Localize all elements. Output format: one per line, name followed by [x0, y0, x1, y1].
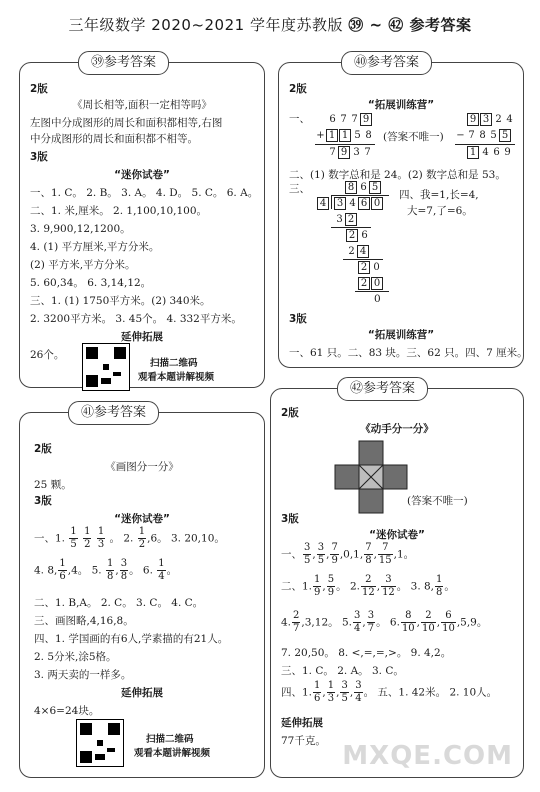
- p39-line-4: 4. (1) 平方厘米,平方分米。: [30, 241, 160, 253]
- fraction: $\frac{3}{4}$: [355, 680, 362, 704]
- subtraction-rule: [455, 144, 515, 145]
- fraction: $\frac{3}{8}$: [120, 558, 128, 582]
- watermark: MXQE.COM: [342, 741, 513, 771]
- fraction: $\frac{1}{2}$: [84, 526, 91, 550]
- answer-box: 2: [345, 213, 357, 226]
- fraction: $\frac{3}{4}$: [353, 610, 361, 634]
- answer-box: 3: [480, 113, 492, 126]
- answer-box: 8: [345, 181, 357, 194]
- p39-line-6: 5. 60,34。 6. 3,14,12。: [30, 277, 152, 289]
- fraction: $\frac{3}{7}$: [367, 610, 375, 634]
- p39-edition-3: 3版: [30, 151, 48, 163]
- page-title: [0, 14, 540, 35]
- p39-line-7: 三、1. (1) 1750平方米。(2) 340米。: [30, 295, 211, 307]
- p39-line-8: 2. 3200平方米。 3. 45个。 4. 332平方米。: [30, 313, 242, 325]
- p40-note: (答案不唯一): [383, 131, 444, 143]
- p41-heading-1: 《画图分一分》: [105, 461, 179, 473]
- p40-heading-2: “拓展训练营”: [367, 329, 435, 341]
- subtraction-row-1: 9 3 2 4: [467, 113, 515, 126]
- p41-line-8: 4×6=24块。: [34, 705, 100, 717]
- addition-row-3: 7 9 3 7: [329, 147, 371, 158]
- p41-row-1: 一、1. $\frac{1}{5}$ $\frac{1}{2}$ $\frac{1}{3}$ 。 2. $\frac{1}{2}$ ,6。 3. 20,10。: [34, 526, 225, 550]
- fraction: $\frac{2}{12}$: [361, 574, 375, 598]
- addition-row-1: 6 7 7 9: [327, 113, 373, 126]
- p42-row-6: 四、1. $\frac{1}{6}$ , $\frac{1}{3}$ , $\frac{3}{5}$ , $\frac{3}{4}$ 。 五、1. 42米。 2. 10人。: [281, 680, 498, 704]
- fraction: $\frac{1}{4}$: [158, 558, 165, 582]
- fraction: $\frac{7}{9}$: [331, 542, 338, 566]
- division-quotient: 8 6 5: [345, 181, 382, 194]
- panel-39-badge: ㊴参考答案: [78, 51, 169, 75]
- p41-line-0: 25 颗。: [34, 479, 72, 491]
- p39-heading-2: “迷你试卷”: [114, 169, 170, 181]
- division-step-2: 2 6: [346, 229, 370, 242]
- p41-line-3: 二、1. B,A。 2. C。 3. C。 4. C。: [34, 597, 204, 609]
- answer-box: 4: [317, 197, 329, 210]
- panel-41-badge: ㊶参考答案: [68, 401, 159, 425]
- p42-heading-2: “迷你试卷”: [369, 529, 425, 541]
- answer-box: 1: [326, 129, 338, 142]
- fraction: $\frac{6}{10}$: [442, 610, 455, 634]
- answer-box: 4: [357, 245, 369, 258]
- subtraction-row-2: − 7 8 5 5: [455, 129, 512, 142]
- answer-box: 9: [338, 146, 350, 159]
- p40-four-2: 大=7,了=6。: [407, 205, 473, 217]
- addition-rule: [315, 144, 375, 145]
- fraction: $\frac{3}{5}$: [304, 542, 311, 566]
- p41-qr-caption-2: 观看本题讲解视频: [134, 748, 211, 759]
- fraction: $\frac{3}{5}$: [341, 680, 348, 704]
- p41-line-5: 四、1. 学国画的有6人,学素描的有21人。: [34, 633, 229, 645]
- answer-box: 0: [371, 277, 383, 290]
- division-step-1: 3 2: [334, 213, 358, 226]
- p42-heading-3: 延伸拓展: [281, 717, 323, 729]
- qr-code-icon[interactable]: [82, 343, 130, 391]
- answer-box: 2: [358, 261, 370, 274]
- division-step-4: 2 0: [358, 261, 382, 274]
- p42-row-3: 4. $\frac{2}{7}$ ,3,12。 5. $\frac{3}{4}$ , $\frac{3}{7}$ 。 6. $\frac{8}{10}$ , $\frac{2}{10}$ , $\frac{6}{10}$ ,5,9。: [281, 610, 488, 634]
- p42-row-1: 一、 $\frac{3}{5}$ , $\frac{3}{5}$ , $\frac{7}{9}$ ,0,1, $\frac{7}{8}$ , $\frac{7}{15}$ ,1。: [281, 542, 415, 566]
- fraction: $\frac{3}{5}$: [317, 542, 325, 566]
- panel-41: [19, 405, 265, 778]
- fraction: $\frac{1}{3}$: [97, 526, 105, 550]
- p40-edition-2: 2版: [289, 83, 307, 95]
- division-step-5: [358, 277, 384, 290]
- fraction: $\frac{2}{7}$: [293, 610, 300, 634]
- panel-40-badge: ㊵参考答案: [341, 51, 432, 75]
- p40-line-1: 一、61 只。二、83 块。三、62 只。四、7 厘米。: [289, 347, 528, 359]
- fraction: $\frac{7}{15}$: [378, 542, 392, 566]
- p40-one-label: 一、: [289, 113, 310, 125]
- p39-text-1: 左图中分成图形的周长和面积都相等,右图: [30, 117, 223, 129]
- fraction: $\frac{3}{12}$: [382, 574, 395, 598]
- p39-heading-1: 《周长相等,面积一定相等吗》: [72, 99, 212, 111]
- p41-edition-3: 3版: [34, 495, 52, 507]
- p40-edition-3: 3版: [289, 313, 307, 325]
- p41-line-4: 三、画图略,4,16,8。: [34, 615, 134, 627]
- p39-heading-3: 延伸拓展: [121, 331, 163, 343]
- p40-heading-1: “拓展训练营”: [367, 99, 435, 111]
- answer-box: 3: [334, 197, 346, 210]
- fraction: $\frac{2}{10}$: [422, 610, 435, 634]
- p39-qr-caption-1: 扫描二维码: [150, 358, 198, 369]
- addition-row-2: + 1 1 5 8: [316, 130, 372, 141]
- fraction: $\frac{1}{2}$: [138, 526, 146, 550]
- p42-note: (答案不唯一): [407, 495, 468, 507]
- p41-line-6: 2. 5分米,涂5格。: [34, 651, 117, 663]
- p40-four-1: 四、我=1,长=4,: [399, 189, 479, 201]
- answer-box: 5: [499, 129, 511, 142]
- fraction: $\frac{8}{10}$: [401, 610, 415, 634]
- subtraction-row-3: 1 4 6 9: [467, 146, 513, 159]
- fraction: $\frac{7}{8}$: [365, 542, 372, 566]
- p39-edition-2: 2版: [30, 83, 48, 95]
- division-step-3: 2 4: [346, 245, 370, 258]
- p42-line-7: 77千克。: [281, 735, 326, 747]
- p41-heading-3: 延伸拓展: [121, 687, 163, 699]
- p39-line-3: 3. 9,900,12,1200。: [30, 223, 131, 235]
- division-bar: [331, 195, 389, 196]
- p40-two: 二、(1) 数字总和是 24。(2) 数字总和是 53。: [289, 169, 506, 181]
- p41-line-7: 3. 两天卖的一样多。: [34, 669, 132, 681]
- fraction: $\frac{1}{9}$: [314, 574, 321, 598]
- panel-40: [278, 55, 528, 368]
- p42-line-4: 7. 20,50。 8. <,=,=,>。 9. 4,2。: [281, 647, 452, 659]
- division-divisor: [317, 197, 330, 210]
- p41-heading-2: “迷你试卷”: [114, 513, 170, 525]
- answer-box: 9: [360, 113, 372, 126]
- qr-code-icon[interactable]: [76, 719, 124, 767]
- answer-box: 2: [346, 229, 358, 242]
- fraction: $\frac{1}{5}$: [70, 526, 77, 550]
- p42-heading-1: 《动手分一分》: [360, 423, 434, 435]
- p42-row-2: 二、1. $\frac{1}{9}$ , $\frac{5}{9}$ 。 2. $\frac{2}{12}$ , $\frac{3}{12}$ 。 3. 8, $\frac{1}{8}$ 。: [281, 574, 455, 598]
- p39-line-5: (2) 平方米,平方分米。: [30, 259, 136, 271]
- fraction: $\frac{1}{3}$: [327, 680, 335, 704]
- division-remainder: 0: [374, 293, 381, 305]
- p39-qr-caption-2: 观看本题讲解视频: [138, 372, 215, 383]
- p42-edition-2: 2版: [281, 407, 299, 419]
- page-title-range: ㊴ ~ ㊷ 参考答案: [348, 16, 472, 34]
- answer-box: 5: [369, 181, 381, 194]
- fraction: $\frac{1}{8}$: [436, 574, 443, 598]
- answer-box: 6: [358, 197, 370, 210]
- division-bracket: [331, 195, 332, 209]
- fraction: $\frac{1}{8}$: [106, 558, 114, 582]
- page-title-main: 三年级数学 2020~2021 学年度苏教版: [68, 16, 343, 34]
- panel-42-badge: ㊷参考答案: [337, 377, 428, 401]
- p42-edition-3: 3版: [281, 513, 299, 525]
- panel-39: [19, 55, 265, 388]
- p39-line-2: 二、1. 米,厘米。 2. 1,100,10,100。: [30, 205, 208, 217]
- answer-box: 0: [371, 197, 383, 210]
- answer-box: 9: [467, 113, 479, 126]
- cross-net-figure: [333, 439, 409, 515]
- p41-row-2: 4. 8, $\frac{1}{6}$ ,4。 5. $\frac{1}{8}$ , $\frac{3}{8}$ 。 6. $\frac{1}{4}$ 。: [34, 558, 178, 582]
- p39-text-2: 中分成图形的周长和面积都不相等。: [30, 133, 198, 145]
- p39-line-1: 一、1. C。 2. B。 3. A。 4. D。 5. C。 6. A。: [30, 187, 259, 199]
- p41-edition-2: 2版: [34, 443, 52, 455]
- fraction: $\frac{1}{6}$: [314, 680, 321, 704]
- answer-box: 2: [358, 277, 370, 290]
- p41-qr-caption-1: 扫描二维码: [146, 734, 194, 745]
- fraction: $\frac{1}{6}$: [59, 558, 66, 582]
- answer-box: 1: [467, 146, 479, 159]
- p39-line-9: 26个。: [30, 349, 65, 361]
- answer-box: 1: [339, 129, 351, 142]
- division-dividend: 3 4 6 0: [334, 197, 384, 210]
- p40-three-label: 三、: [289, 183, 310, 195]
- panel-42: [270, 381, 524, 778]
- p42-line-5: 三、1. C。 2. A。 3. C。: [281, 665, 404, 677]
- fraction: $\frac{5}{9}$: [327, 574, 335, 598]
